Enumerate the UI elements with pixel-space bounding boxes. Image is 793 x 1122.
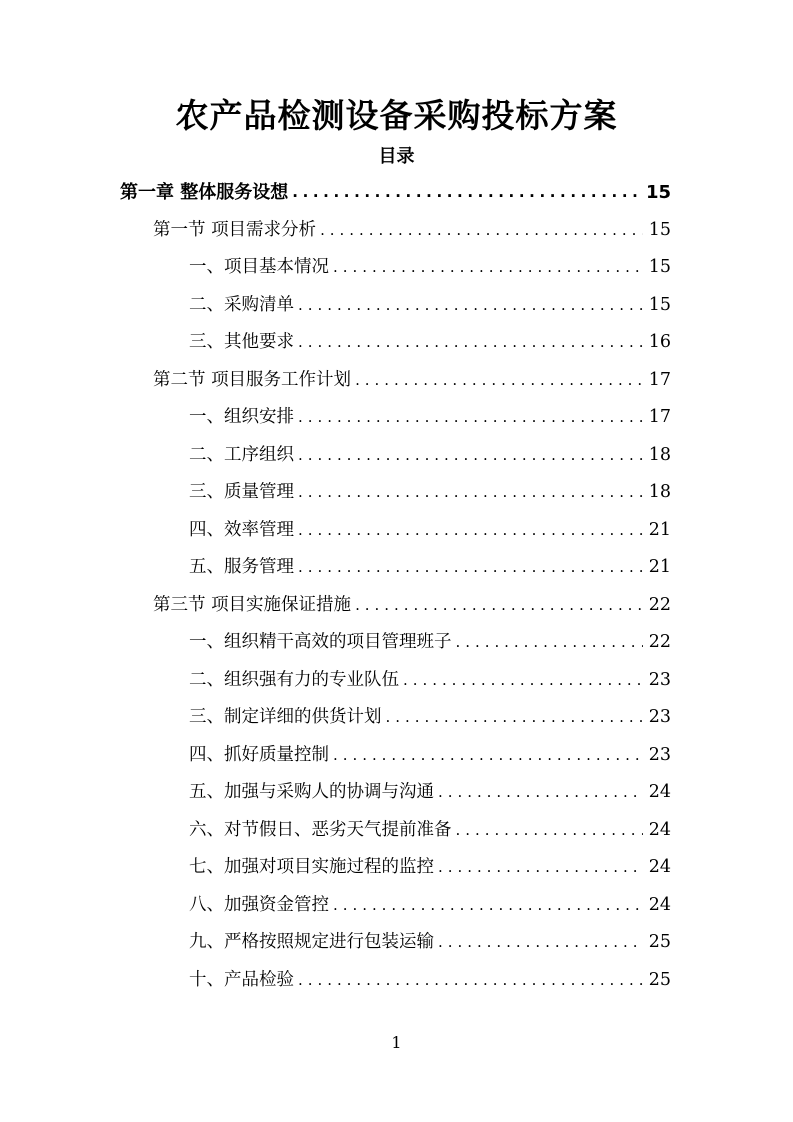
toc-entry-title: 六、对节假日、恶劣天气提前准备 <box>189 819 452 840</box>
toc-entry-page: 24 <box>648 782 671 802</box>
toc-entry[interactable] <box>120 174 671 211</box>
toc-entry-title: 第二节 项目服务工作计划 <box>153 369 352 390</box>
toc-entry[interactable] <box>189 474 671 511</box>
toc-entry-title: 第一章 整体服务设想 <box>120 182 289 203</box>
toc-entry[interactable] <box>189 399 671 436</box>
toc-entry[interactable] <box>153 362 671 399</box>
toc-entry[interactable] <box>189 549 671 586</box>
toc-entry-title: 一、组织安排 <box>189 407 294 427</box>
toc-entry-title: 五、服务管理 <box>189 557 294 577</box>
toc-entry-title: 三、制定详细的供货计划 <box>189 707 382 727</box>
toc-entry[interactable] <box>189 737 671 774</box>
toc-entry-page: 25 <box>648 969 671 990</box>
toc-leader-dots <box>333 249 643 286</box>
toc-leader-dots <box>333 887 643 924</box>
toc-entry-page: 15 <box>645 182 671 203</box>
toc-leader-dots <box>298 437 643 474</box>
toc-leader-dots <box>298 512 643 549</box>
toc-entry-title: 一、项目基本情况 <box>189 257 329 277</box>
toc-leader-dots <box>456 812 643 849</box>
toc-leader-dots <box>386 699 643 736</box>
toc-entry[interactable] <box>189 662 671 699</box>
toc-entry-page: 15 <box>648 294 671 315</box>
toc-entry-page: 16 <box>648 332 671 352</box>
toc-entry-page: 24 <box>648 857 671 877</box>
page-number: 1 <box>391 1033 402 1052</box>
toc-entry[interactable] <box>189 437 671 474</box>
toc-entry[interactable] <box>189 774 671 811</box>
toc-entry-page: 17 <box>648 369 671 390</box>
toc-entry-title: 四、抓好质量控制 <box>189 744 329 765</box>
toc-entry-page: 18 <box>648 444 671 465</box>
toc-entry-page: 25 <box>648 932 671 952</box>
toc-entry-title: 二、工序组织 <box>189 444 294 465</box>
toc-entry[interactable] <box>153 212 671 249</box>
toc-leader-dots <box>298 287 643 324</box>
toc-entry-page: 15 <box>648 219 671 240</box>
toc-leader-dots <box>298 324 643 361</box>
toc-entry-page: 22 <box>648 594 671 615</box>
toc-entry-page: 23 <box>648 744 671 765</box>
toc-entry-title: 第三节 项目实施保证措施 <box>153 594 352 615</box>
toc-entry-page: 23 <box>648 669 671 690</box>
toc-leader-dots <box>355 587 643 624</box>
toc-leader-dots <box>355 362 643 399</box>
toc-leader-dots <box>403 662 643 699</box>
toc-entry[interactable] <box>189 249 671 286</box>
toc-entry-title: 十、产品检验 <box>189 969 294 990</box>
toc-leader-dots <box>456 624 643 661</box>
toc-leader-dots <box>438 774 643 811</box>
toc-leader-dots <box>292 174 640 211</box>
toc-entry-title: 九、严格按照规定进行包装运输 <box>189 932 434 952</box>
toc-entry-page: 23 <box>648 707 671 727</box>
toc-entry-title: 一、组织精干高效的项目管理班子 <box>189 632 452 652</box>
toc-entry-page: 24 <box>648 819 671 840</box>
toc-entry[interactable] <box>189 699 671 736</box>
toc-entry-title: 二、采购清单 <box>189 294 294 315</box>
toc-leader-dots <box>298 962 643 999</box>
toc-entry[interactable] <box>153 587 671 624</box>
toc-entry-page: 17 <box>648 407 671 427</box>
toc-entry[interactable] <box>189 287 671 324</box>
toc-entry-page: 24 <box>648 894 671 915</box>
toc-entry-title: 第一节 项目需求分析 <box>153 219 317 240</box>
toc-leader-dots <box>333 737 643 774</box>
toc-leader-dots <box>298 399 643 436</box>
toc-leader-dots <box>298 474 643 511</box>
toc-entry[interactable] <box>189 924 671 961</box>
toc-leader-dots <box>320 212 643 249</box>
document-title: 农产品检测设备采购投标方案 <box>175 96 618 135</box>
toc-leader-dots <box>438 849 643 886</box>
toc-entry[interactable] <box>189 849 671 886</box>
toc-leader-dots <box>298 549 643 586</box>
toc-entry-page: 21 <box>648 519 671 540</box>
toc-entry[interactable] <box>189 324 671 361</box>
toc-entry[interactable] <box>189 624 671 661</box>
toc-entry[interactable] <box>189 887 671 924</box>
toc-entry-title: 四、效率管理 <box>189 519 294 540</box>
toc-entry-title: 七、加强对项目实施过程的监控 <box>189 857 434 877</box>
toc-entry-page: 21 <box>648 557 671 577</box>
toc-leader-dots <box>438 924 643 961</box>
toc-heading: 目录 <box>378 146 415 167</box>
toc-entry-title: 八、加强资金管控 <box>189 894 329 915</box>
toc-entry-title: 五、加强与采购人的协调与沟通 <box>189 782 434 802</box>
toc-entry-page: 22 <box>648 632 671 652</box>
toc-entry-page: 18 <box>648 482 671 502</box>
toc-entry-title: 三、其他要求 <box>189 332 294 352</box>
toc-entry[interactable] <box>189 962 671 999</box>
toc-entry[interactable] <box>189 812 671 849</box>
toc-entry-page: 15 <box>648 257 671 277</box>
toc-entry-title: 二、组织强有力的专业队伍 <box>189 669 399 690</box>
toc-entry-title: 三、质量管理 <box>189 482 294 502</box>
toc-entry[interactable] <box>189 512 671 549</box>
